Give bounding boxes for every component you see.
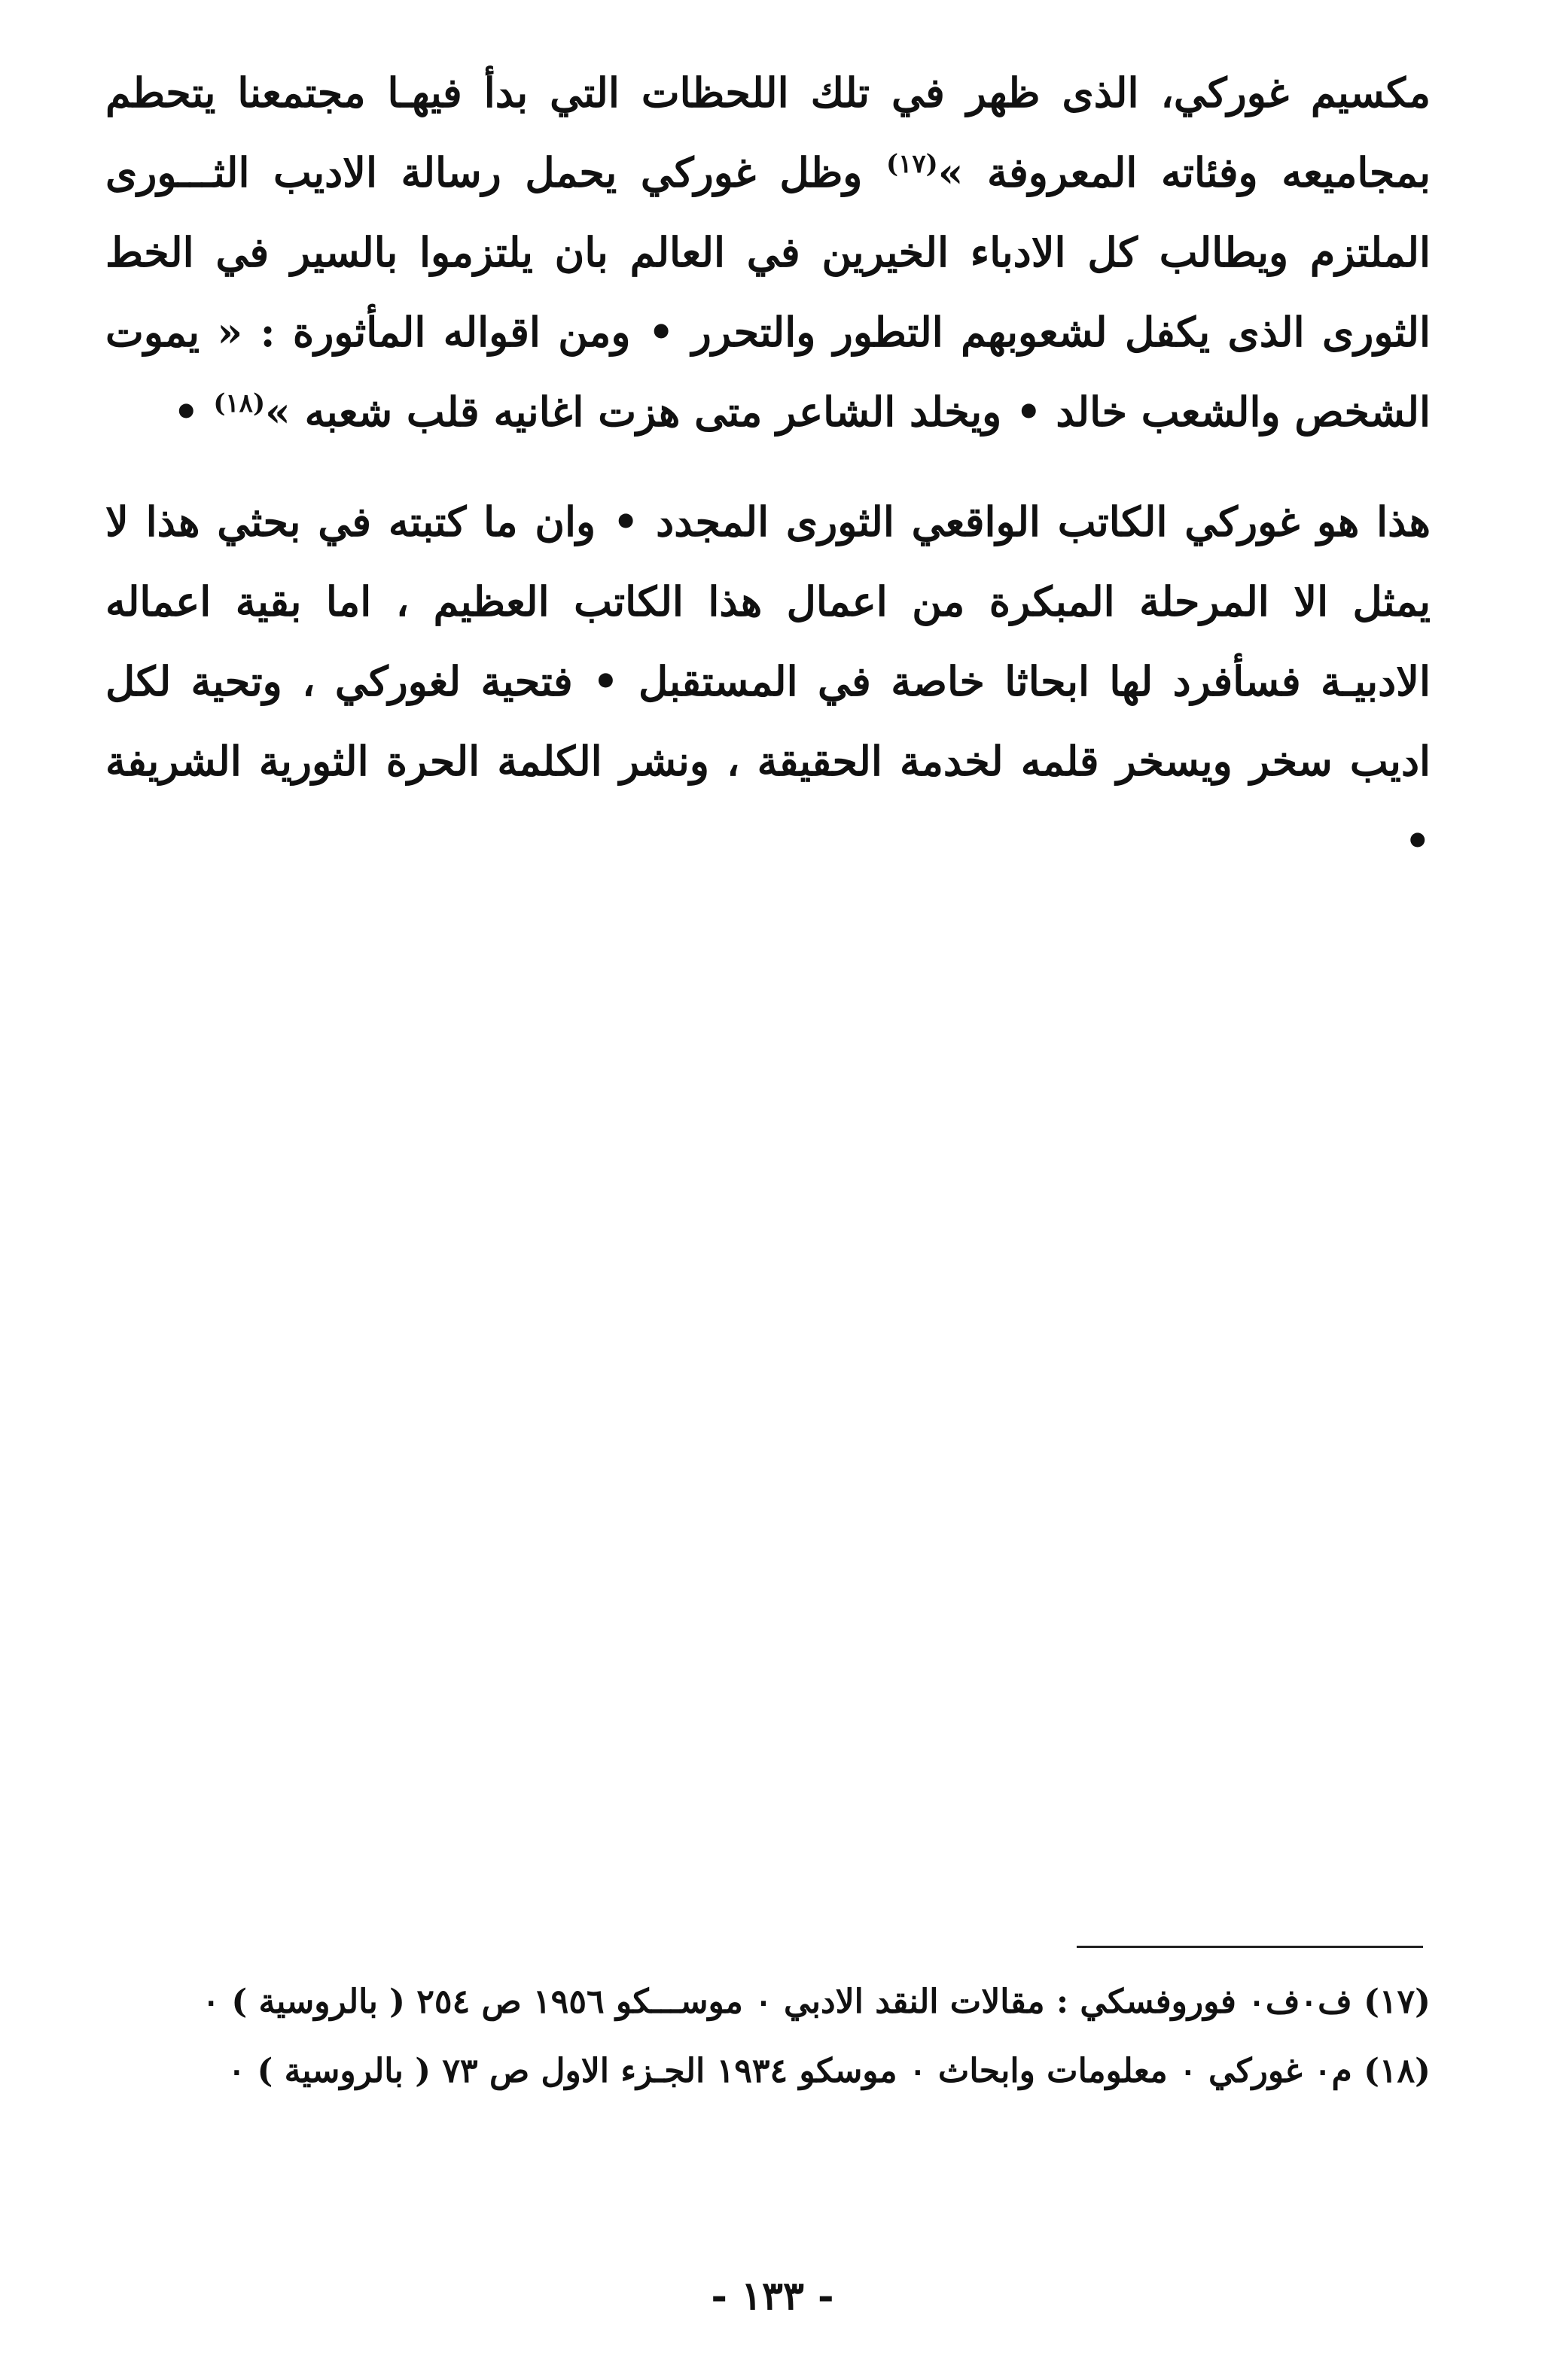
footnote-18: (١٨) م٠ غوركي ٠ معلومات وابحاث ٠ موسكو ١٩٣٤ الجـزء الاول ص ٧٣ ( بالروسية ) ٠ [227, 2052, 1431, 2090]
paragraph-1-text-a: مكسيم غوركي، الذى ظهر في تلك اللحظات التي بدأ فيهـا مجتمعنا يتحطم بمجاميعه وفئاته المعروفة » [105, 68, 1431, 196]
main-text [105, 53, 1431, 881]
paragraph-1-text-end: • [172, 388, 214, 436]
footnotes [113, 1972, 1431, 2102]
paragraph-1-text-b: وظل غوركي يحمل رسالة الاديب الثـــورى الملتزم ويطالب كل الادباء الخيرين في العالم بان يلتزموا بالسير في الخط الثورى الذى يكفل لشعوبهم التطور والتحرر • ومن اقواله المأثورة : « يموت الشخص والشعب خالد • ويخلد الشاعر متى هزت اغانيه قلب شعبه » [105, 148, 1431, 436]
paragraph-2: هذا هو غوركي الكاتب الواقعي الثورى المجدد • وان ما كتبته في بحثي هذا لا يمثل الا المرحلة المبكرة من اعمال هذا الكاتب العظيم ، اما بقية اعماله الادبيـة فسأفرد لها ابحاثا خاصة في المستقبل • فتحية لغوركي ، وتحية لكل اديب سخر ويسخر قلمه لخدمة الحقيقة ، ونشر الكلمة الحرة الثورية الشريفة • [105, 498, 1431, 865]
footnote-ref-18: (١٨) [213, 388, 266, 418]
page-number: - ١٣٣ - [711, 2273, 834, 2319]
footnote-17: (١٧) ف٠ف٠ فوروفسكي : مقالات النقد الادبي ٠ موســـكو ١٩٥٦ ص ٢٥٤ ( بالروسية ) ٠ [202, 1983, 1431, 2021]
footnote-separator [1077, 1946, 1423, 1948]
footnote-ref-17: (١٧) [885, 149, 938, 179]
paragraph-1 [105, 53, 1431, 452]
